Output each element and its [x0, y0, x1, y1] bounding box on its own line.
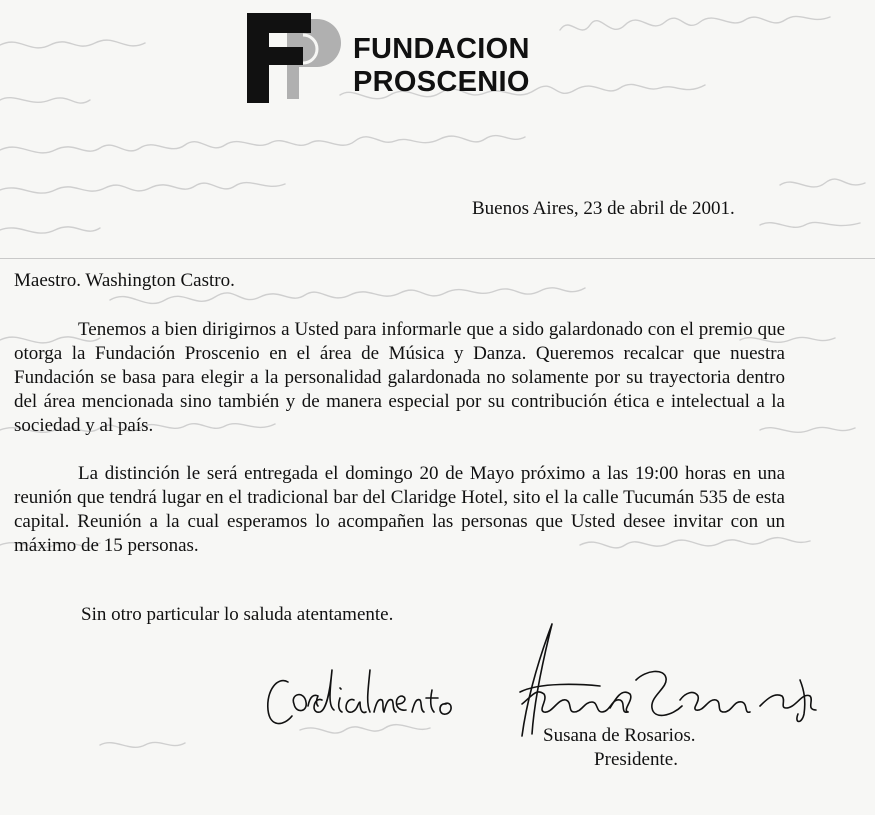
letterhead-name — [353, 33, 530, 99]
body-paragraph-2: La distinción le será entregada el domingo 20 de Mayo próximo a las 19:00 horas en una reunión que tendrá lugar en el tradicional bar del Claridge Hotel, sito el la calle Tucumán 535 de esta capital. Reunión a la cual esperamos lo acompañen las personas que Usted desee invitar con un máximo de 15 personas. — [14, 463, 785, 556]
signer-title: Presidente. — [594, 749, 678, 770]
signer-name: Susana de Rosarios. — [543, 725, 696, 746]
fold-line — [0, 258, 875, 259]
letter-date: Buenos Aires, 23 de abril de 2001. — [472, 198, 735, 219]
letterhead — [247, 13, 547, 103]
letterhead-line1: FUNDACION — [353, 33, 530, 65]
closing-line: Sin otro particular lo saluda atentamente. — [81, 604, 394, 625]
fundacion-proscenio-logo — [247, 13, 347, 103]
letterhead-line2: PROSCENIO — [353, 66, 530, 98]
handwritten-signature — [260, 620, 850, 740]
recipient: Maestro. Washington Castro. — [14, 270, 235, 291]
signer-block — [541, 724, 731, 772]
body-paragraph-1: Tenemos a bien dirigirnos a Usted para informarle que a sido galardonado con el premio que otorga la Fundación Proscenio en el área de Música y Danza. Queremos recalcar que nuestra Fundación se basa para elegir a la personalidad galardonada no solamente por su trayectoria dentro del área mencionada sino también y de manera especial por su contribución ética e intelectual a la sociedad y al país. — [14, 319, 785, 436]
